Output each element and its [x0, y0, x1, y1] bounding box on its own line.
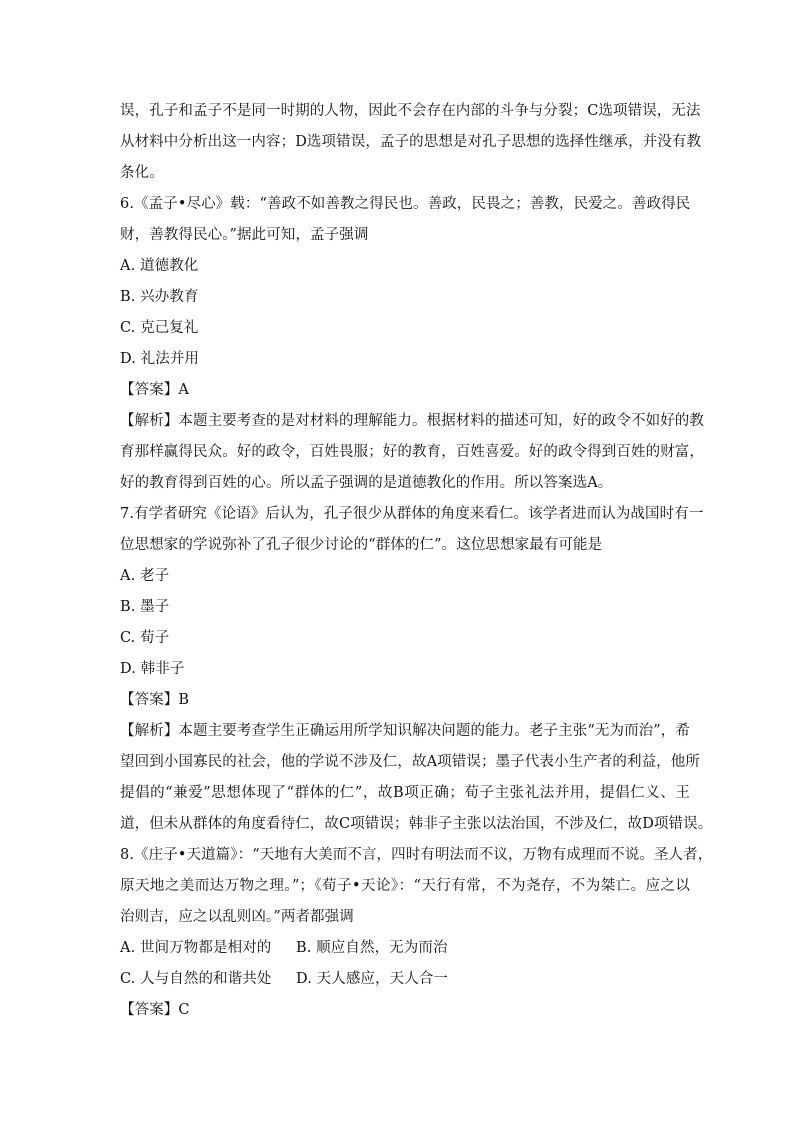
document-page: [120, 96, 713, 1026]
text-line: 6.《孟子•尽心》载：“善政不如善教之得民也。善政，民畏之；善教，民爱之。善政得民: [120, 196, 691, 212]
text-line: D. 礼法并用: [120, 351, 200, 367]
text-line: 误，孔子和孟子不是同一时期的人物，因此不会存在内部的斗争与分裂；C选项错误，无法: [120, 103, 701, 119]
option-row: [120, 964, 690, 995]
text-line: D. 韩非子: [120, 661, 185, 677]
text-line: C. 荀子: [120, 630, 170, 646]
document-body: [120, 96, 713, 933]
text-line: 望回到小国寡民的社会，他的学说不涉及仁，故A项错误；墨子代表小生产者的利益，他所: [120, 754, 700, 770]
text-line: 原天地之美而达万物之理。”；《荀子•天论》：“天行有常，不为尧存，不为桀亡。应之以: [120, 878, 690, 894]
text-line: 【解析】本题主要考查学生正确运用所学知识解决问题的能力。老子主张“无为而治”，希: [120, 723, 690, 739]
option-text: B. 顺应自然，无为而治: [296, 940, 448, 956]
text-line: 道，但未从群体的角度看待仁，故C项错误；韩非子主张以法治国，不涉及仁，故D项错误。: [120, 816, 713, 832]
question-8-options: [120, 933, 690, 995]
text-line: B. 墨子: [120, 599, 170, 615]
text-line: 7.有学者研究《论语》后认为，孔子很少从群体的角度来看仁。该学者进而认为战国时有一: [120, 506, 704, 522]
text-line: 从材料中分析出这一内容；D选项错误，孟子的思想是对孔子思想的选择性继承，并没有教: [120, 134, 702, 150]
text-line: 好的教育得到百姓的心。所以孟子强调的是道德教化的作用。所以答案选A。: [120, 475, 613, 491]
text-line: 治则吉，应之以乱则凶。”两者都强调: [120, 909, 354, 925]
text-line: 位思想家的学说弥补了孔子很少讨论的“群体的仁”。这位思想家最有可能是: [120, 537, 603, 553]
text-line: B. 兴办教育: [120, 289, 199, 305]
answer-q8: 【答案】C: [120, 1002, 190, 1018]
option-text: D. 天人感应，天人合一: [296, 971, 449, 987]
text-line: 条化。: [120, 165, 164, 181]
option-text: A. 世间万物都是相对的: [120, 940, 272, 956]
text-line: 财，善教得民心。”据此可知，孟子强调: [120, 227, 369, 243]
text-line: 育那样赢得民众。好的政令，百姓畏服；好的教育，百姓喜爱。好的政令得到百姓的财富，: [120, 444, 704, 460]
option-text: C. 人与自然的和谐共处: [120, 971, 272, 987]
text-line: 8.《庄子•天道篇》：“天地有大美而不言，四时有明法而不议，万物有成理而不说。圣人者，: [120, 847, 713, 863]
text-line: A. 老子: [120, 568, 170, 584]
option-row: [120, 933, 690, 964]
text-line: 提倡的“兼爱”思想体现了“群体的仁”，故B项正确；荀子主张礼法并用，提倡仁义、王: [120, 785, 690, 801]
text-line: 【答案】A: [120, 382, 189, 398]
text-line: 【答案】B: [120, 692, 190, 708]
text-line: C. 克己复礼: [120, 320, 199, 336]
text-line: A. 道德教化: [120, 258, 199, 274]
text-line: 【解析】本题主要考查的是对材料的理解能力。根据材料的描述可知，好的政令不如好的教: [120, 413, 704, 429]
